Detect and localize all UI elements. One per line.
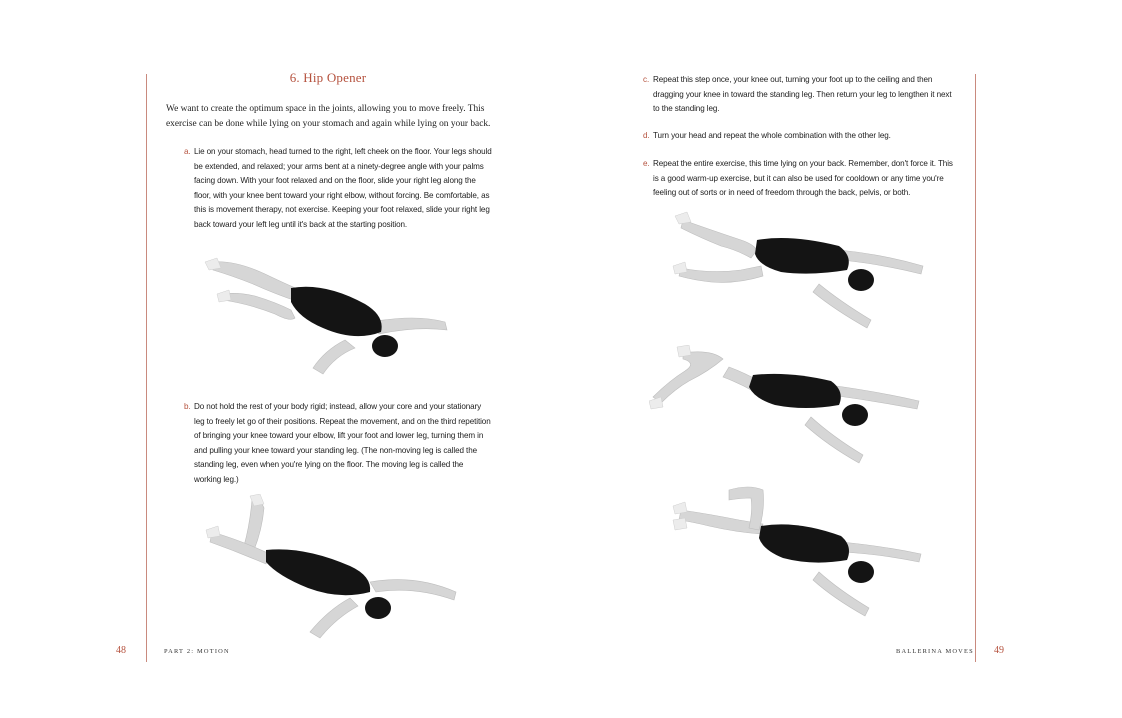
- photo-step-e-1: [671, 210, 941, 335]
- intro-paragraph: We want to create the optimum space in the joints, allowing you to move freely. This exercise can be done while lying on your stomach and again while lying on your back.: [166, 104, 491, 129]
- photo-step-e-2: [649, 345, 939, 470]
- running-head-right: BALLERINA MOVES: [896, 648, 974, 655]
- running-head-left: PART 2: MOTION: [164, 648, 230, 655]
- left-margin-rule: [146, 74, 147, 662]
- step-text: Repeat the entire exercise, this time lying on your back. Remember, don't force it. This is a good warm-up exercise, but it can also be used for cooldown or any time you're feeling out of sorts or in need of freedom through the back, pelvis, or both.: [653, 159, 953, 198]
- step-marker: c.: [643, 75, 650, 84]
- step-e: [643, 157, 953, 201]
- page-title: 6. Hip Opener: [289, 70, 367, 85]
- step-marker: d.: [643, 131, 650, 140]
- step-text: Do not hold the rest of your body rigid; instead, allow your core and your stationary leg to freely let go of their positions. Repeat the movement, and on the third repetition of bringing your knee toward your elbow, lift your foot and lower leg, turning them in and pulling your knee toward your standing leg. (The non-moving leg is called the standing leg, even when you're lying on the floor. The moving leg is called the working leg.): [194, 402, 491, 484]
- step-text: Lie on your stomach, head turned to the right, left cheek on the floor. Your legs should be extended, and relaxed; your arms bent at a ninety-degree angle with your palms facing down. With your foot relaxed and on the floor, slide your right leg along the floor, with your knee bent toward your right elbow, without forcing. Be comfortable, as this is movement therapy, not exercise. Keeping your foot relaxed, slide your right leg back toward your left leg until it's back at the starting position.: [194, 147, 492, 229]
- right-page: [561, 0, 1122, 718]
- step-c: [643, 73, 953, 117]
- step-text: Repeat this step once, your knee out, turning your foot up to the ceiling and then dragging your knee in toward the standing leg. Then return your leg to lengthen it next to the standing leg.: [653, 75, 952, 114]
- page-number-left: 48: [116, 645, 126, 656]
- step-marker: a.: [184, 147, 191, 156]
- step-marker: b.: [184, 402, 191, 411]
- step-b: [184, 400, 492, 488]
- step-text: Turn your head and repeat the whole combination with the other leg.: [653, 131, 891, 140]
- step-a: [184, 145, 492, 233]
- step-d: [643, 129, 953, 144]
- page-number-right: 49: [994, 645, 1004, 656]
- photo-step-a: [195, 252, 485, 387]
- step-marker: e.: [643, 159, 650, 168]
- photo-step-b: [200, 494, 480, 644]
- photo-step-e-3: [669, 480, 939, 620]
- right-margin-rule: [975, 74, 976, 662]
